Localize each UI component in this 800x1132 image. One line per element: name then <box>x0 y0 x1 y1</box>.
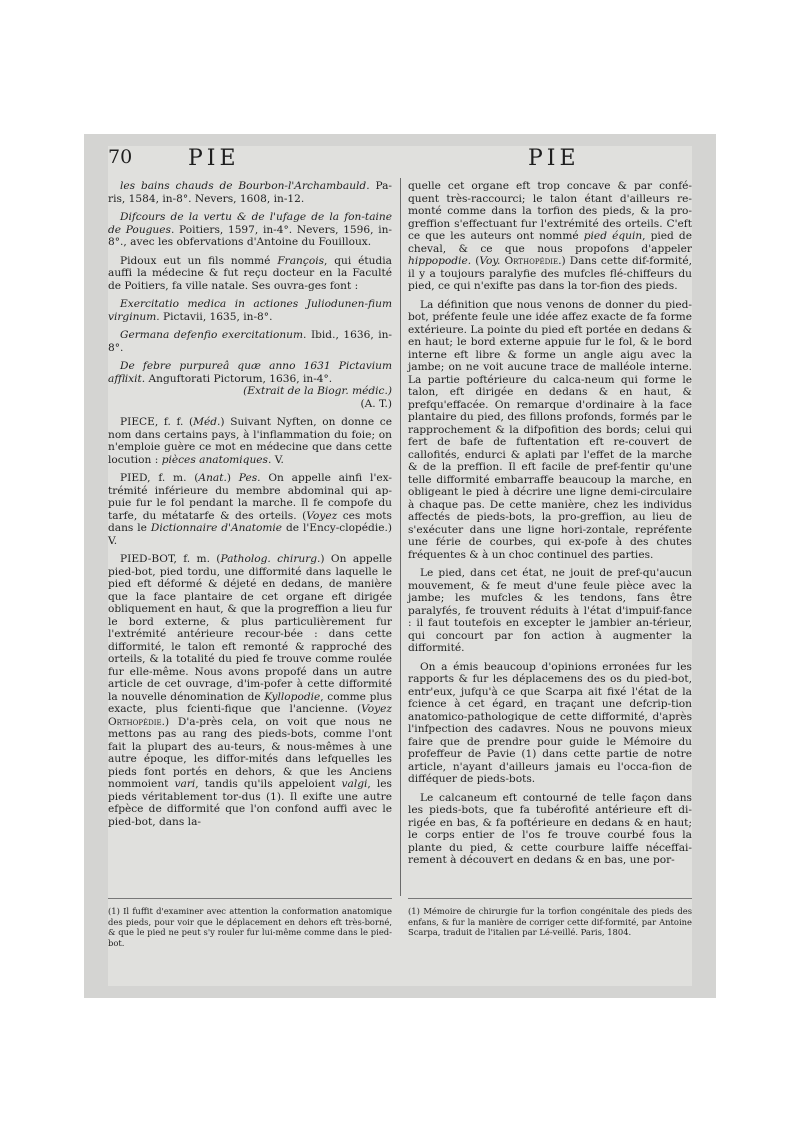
text-run: ( <box>471 255 480 267</box>
text-run: François <box>277 254 325 267</box>
text-run: Exercitatio medica in actiones Juliodunen-fium virginum. <box>108 298 392 323</box>
text-run: , les pieds véritablement tor-dus (1). Il exifte une autre efpèce de difformité que l'on confond auffi avec le pied-bot, dans la- <box>108 778 392 828</box>
paragraph <box>108 472 392 547</box>
text-run: quelle cet organe eft trop concave & par confé-quent très-raccourci; le talon étant d'ailleurs re-monté comme dans la torfion des pieds, & la pro-greffion s'effectuant fur l'extrémité des orteils. C'eft ce que les auteurs ont nommé <box>408 180 692 242</box>
text-run: V. <box>271 453 284 466</box>
paragraph <box>108 360 392 385</box>
text-run: Orthopédie. <box>500 255 562 267</box>
text-run: Pidoux eut un fils nommé <box>120 254 278 267</box>
footnote-rule-left <box>108 898 392 899</box>
text-run: pièces anatomiques. <box>161 453 272 466</box>
text-run: On appelle ainfi l'ex-trémité inférieure du membre abdominal qui ap-puie fur le fol pendant la marche. Il fe compofe du tarfe, du métatarfe & des orteils. ( <box>108 472 392 522</box>
paragraph <box>408 299 692 562</box>
text-run: (A. T.) <box>360 397 392 410</box>
text-run: Ibid., 1636, in-8°. <box>108 329 393 354</box>
text-run: , pied de cheval, & ce que nous propofons d'appeler <box>408 230 692 255</box>
column-divider <box>400 178 401 896</box>
text-run: valgi <box>341 778 368 790</box>
text-run: Pa-ris, 1584, in-8°. Nevers, 1608, in-12. <box>108 180 392 205</box>
text-run: (Extrait de la Biogr. médic.) <box>243 385 392 397</box>
text-run: Voyez <box>361 703 392 715</box>
text-run: On a émis beaucoup d'opinions erronées fur les rapports & fur les déplacemens des os du pied-bot, entr'eux, jufqu'à ce que Scarpa ait fixé l'état de la fcience à cet égard, en traçant une defcrip-tion anatomico-pathologique de cette difformité, d'après l'infpection des cadavres. Nous ne pouvons mieux faire que de prendre pour guide le Mémoire du profeffeur de Pavie (1) dans cette partie de notre article, n'ayant d'ailleurs jamais eu l'occa-fion de difféquer de pieds-bots. <box>408 660 692 785</box>
text-run: vari <box>174 778 196 790</box>
paragraph <box>408 792 692 867</box>
text-run: Méd. <box>193 416 221 428</box>
text-run: de l'Ency-clopédie.) V. <box>108 522 392 547</box>
paragraph <box>108 553 392 828</box>
text-run: Kyllopodie <box>264 690 321 703</box>
text-run: De febre purpureâ quæ anno 1631 Pictavium afflixit. <box>108 360 392 385</box>
paragraph <box>408 180 692 293</box>
paragraph <box>108 255 392 293</box>
text-run: ) D'a-près cela, on voit que nous ne mettons pas au rang des pieds-bots, comme l'ont fait la plupart des au-teurs, & nous-mêmes à une autre époque, les diffor-mités dans lefquelles les pieds font portés en dehors, & que les Anciens nommoient <box>108 715 392 790</box>
paragraph <box>408 567 692 655</box>
text-run: ) On appelle pied-bot, pied tordu, une difformité dans laquelle le pied eft déformé & déjeté en dedans, de manière que la face plantaire de cet organe eft dirigée obliquement en haut, & que la progreffion a lieu fur le bord externe, & plus particulièrement fur l'extrémité antérieure recour-bée : dans cette difformité, le talon eft remonté & rapproché des orteils, & la totalité du pied fe trouve comme roulée fur elle-même. Nous avons propofé dans un autre article de cet ouvrage, d'im-pofer à cette difformité la nouvelle dénomination de <box>108 553 393 703</box>
text-run: Orthopédie. <box>108 715 166 728</box>
paragraph <box>108 398 392 411</box>
left-column <box>108 180 392 834</box>
paragraph <box>408 661 692 786</box>
text-run: PIED-BOT, f. m. ( <box>120 553 221 565</box>
text-run: Voy. <box>479 255 501 267</box>
text-run: La définition que nous venons de donner du pied-bot, préfente feule une idée affez exacte de fa forme extérieure. La pointe du pied eft portée en dedans & en haut; le bord externe appuie fur le fol, & le bord interne eft libre & forme un angle aigu avec la jambe; on ne voit aucune trace de malléole interne. La partie poftérieure du calca-neum qui forme le talon, eft dirigée en dedans & en haut, & prefqu'effacée. On remarque d'ordinaire à la face plantaire du pied, des fillons profonds, formés par le rapprochement & la difpofition des bords; celui qui fert de bafe de fuftentation eft re-couvert de callofités, endurci & aplati par l'effet de la marche & de la preffion. Il eft facile de pref-fentir qu'une telle difformité embarraffe beaucoup la marche, en obligeant le pied à décrire une ligne demi-circulaire à chaque pas. De cette manière, chez les individus affectés de pieds-bots, la pro-greffion, au lieu de s'exécuter dans une ligne hori-zontale, repréfente une férie de courbes, qui ex-pofe à des chutes fréquentes & à un choc continuel des parties. <box>408 298 692 561</box>
text-run: hippopodie. <box>408 255 472 267</box>
text-run: Pictavii, 1635, in-8°. <box>159 310 273 323</box>
book-page <box>108 146 692 986</box>
text-run: PIECE, f. f. ( <box>120 416 194 428</box>
paragraph <box>108 211 392 249</box>
text-run: Germana defenfio exercitationum. <box>120 329 307 341</box>
right-column <box>408 180 692 873</box>
text-run: Patholog. chirurg. <box>220 553 321 565</box>
paragraph <box>108 385 392 398</box>
text-run: ) Suivant Nyften, on donne ce nom dans certains pays, à l'inflammation du foie; on n'emploie guère ce mot en médecine que dans cette locution : <box>108 416 392 466</box>
paragraph <box>108 416 392 466</box>
text-run: Poitiers, 1597, in-4°. Nevers, 1596, in-8°., avec les obfervations d'Antoine du Fouilloux. <box>108 223 392 248</box>
footnote-rule-right <box>408 898 692 899</box>
text-run: ) <box>226 472 239 484</box>
scanned-page-background <box>84 134 716 998</box>
paragraph <box>108 329 392 354</box>
paragraph <box>108 180 392 205</box>
text-run: Difcours de la vertu & de l'ufage de la fon-taine de Pougues. <box>108 211 392 236</box>
paragraph <box>108 298 392 323</box>
text-run: Voyez <box>306 509 338 522</box>
text-run: Le pied, dans cet état, ne jouit de pref-qu'aucun mouvement, & fe meut d'une feule pièce avec la jambe; les mufcles & les tendons, fans être paralyfés, fe trouvent réduits à l'état d'impuif-fance : il faut toutefois en excepter le jambier an-térieur, qui concourt par fon action à augmenter la difformité. <box>408 567 692 654</box>
text-run: , tandis qu'ils appeloient <box>195 778 342 790</box>
text-run: Anguftorati Pictorum, 1636, in-4°. <box>145 372 333 385</box>
text-run: ces mots dans le <box>108 509 392 534</box>
text-run: Le calcaneum eft contourné de telle façon dans les pieds-bots, que fa tubérofité antérieure eft di-rigée en bas, & fa poftérieure en dedans & en haut; le corps entier de l'os fe trouve courbé fous la plante du pied, & cette courbure laiffe néceffai-rement à découvert en dedans & en bas, une por- <box>408 791 692 866</box>
text-run: ) Dans cette dif-formité, il y a toujours paralyfie des mufcles flé-chiffeurs du pied, ce qui n'exifte pas dans la tor-fion des pieds. <box>408 255 692 292</box>
text-run: PIED, f. m. ( <box>120 472 199 484</box>
footnote-left: (1) Il fuffit d'examiner avec attention la conformation anatomique des pieds, pour voir que le déplacement en dehors eft très-borné, & que le pied ne peut s'y rouler fur lui-même comme dans le pied-bot. <box>108 906 392 948</box>
page-number: 70 <box>108 146 133 168</box>
text-run: pied équin <box>583 230 643 242</box>
text-run: , qui étudia auffi la médecine & fut reçu docteur en la Faculté de Poitiers, fa ville natale. Ses ouvra-ges font : <box>108 254 392 292</box>
text-run: Pes. <box>238 472 261 484</box>
footnote-right: (1) Mémoire de chirurgie fur la torfion congénitale des pieds des enfans, & fur la manière de corriger cette dif-formité, par Antoine Scarpa, traduit de l'italien par Lé-veillé. Paris, 1804. <box>408 906 692 937</box>
text-run: , comme plus exacte, plus fcienti-fique que l'ancienne. ( <box>108 690 392 715</box>
text-run: les bains chauds de Bourbon-l'Archambauld. <box>120 180 370 192</box>
running-head-left: PIE <box>188 146 240 171</box>
text-run: Dictionnaire d'Anatomie <box>150 522 283 534</box>
text-run: Anat. <box>198 472 227 484</box>
running-head-right: PIE <box>528 146 580 171</box>
